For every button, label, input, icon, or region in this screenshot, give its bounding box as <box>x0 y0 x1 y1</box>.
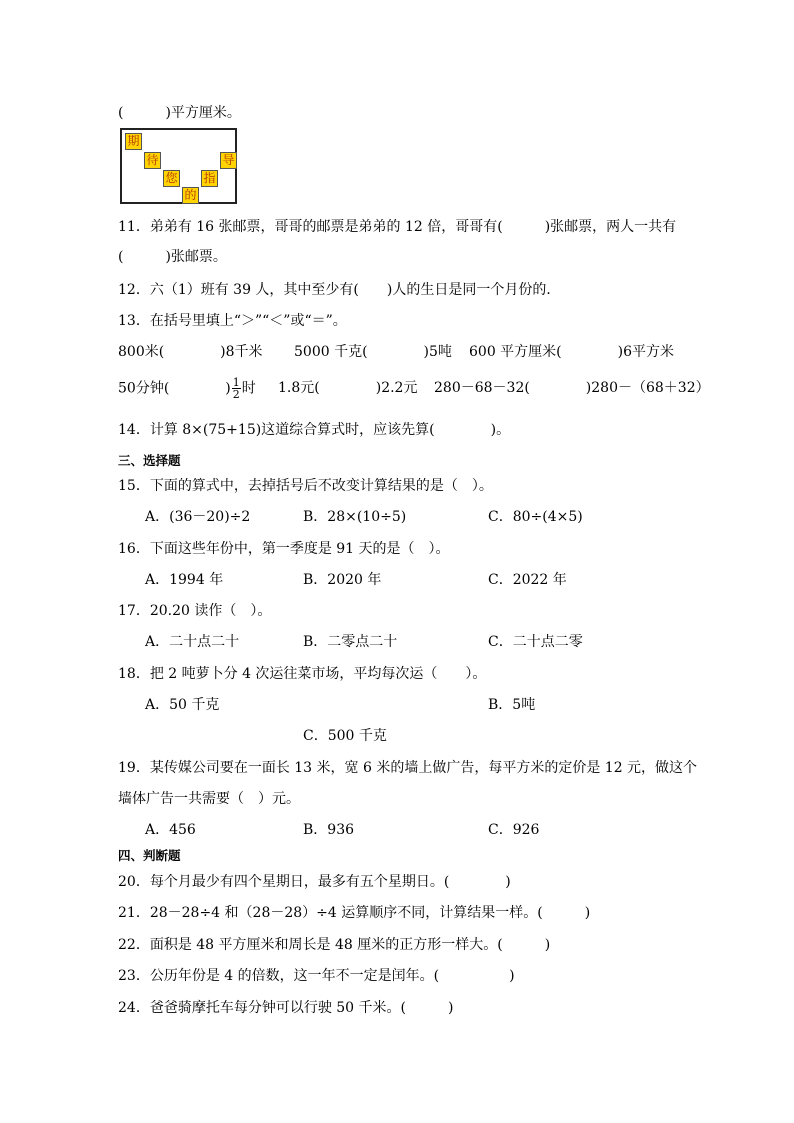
q21: 21．28－28÷4 和（28－28）÷4 运算顺序不同，计算结果一样。( ) <box>118 905 591 921</box>
q13-item: 280－68－32( )280－（68＋32） <box>434 380 710 396</box>
q13-item: 1.8元( )2.2元 <box>278 380 418 396</box>
figure-cell: 指 <box>201 170 218 187</box>
figure-cell: 您 <box>163 170 180 187</box>
q22: 22．面积是 48 平方厘米和周长是 48 厘米的正方形一样大。( ) <box>118 937 551 953</box>
q24: 24．爸爸骑摩托车每分钟可以行驶 50 千米。( ) <box>118 1000 454 1016</box>
q20: 20．每个月最少有四个星期日，最多有五个星期日。( ) <box>118 874 511 890</box>
word-puzzle-figure <box>120 128 237 204</box>
section-title: 四、判断题 <box>118 848 181 863</box>
option: A．50 千克 <box>145 697 220 713</box>
option: C．80÷(4×5) <box>488 509 583 525</box>
fraction-denominator: 2 <box>232 388 240 401</box>
q13-item: 600 平方厘米( )6平方米 <box>469 344 675 360</box>
option: B．28×(10÷5) <box>303 509 407 525</box>
q23: 23．公历年份是 4 的倍数，这一年不一定是闰年。( ) <box>118 968 515 984</box>
q16: 16．下面这些年份中，第一季度是 91 天的是（ ）。 <box>118 541 450 557</box>
q15: 15．下面的算式中，去掉括号后不改变计算结果的是（ ）。 <box>118 478 493 494</box>
q12: 12．六（1）班有 39 人，其中至少有( )人的生日是同一个月份的． <box>118 282 561 298</box>
option: B．5吨 <box>488 697 536 713</box>
option: B．936 <box>303 822 355 838</box>
q10-tail: ( )平方厘米。 <box>118 105 241 121</box>
option: A．(36－20)÷2 <box>145 509 251 525</box>
q19-line2: 墙体广告一共需要（ ）元。 <box>118 791 300 807</box>
section-title: 三、选择题 <box>118 453 181 468</box>
option: C．2022 年 <box>488 572 567 588</box>
q14: 14．计算 8×(75+15)这道综合算式时，应该先算( )。 <box>118 422 511 438</box>
option: C．500 千克 <box>303 728 387 744</box>
option: A．1994 年 <box>145 572 224 588</box>
q13-text: 50分钟( ) <box>118 380 231 397</box>
option: A．456 <box>145 822 196 838</box>
figure-cell: 期 <box>125 133 142 150</box>
figure-cell: 待 <box>144 152 161 169</box>
fraction <box>232 377 241 400</box>
option: B．二零点二十 <box>303 634 398 650</box>
option: A．二十点二十 <box>145 634 240 650</box>
q13-item: 800米( )8千米 <box>118 344 263 360</box>
fraction-numerator: 1 <box>232 376 240 389</box>
q11-line2: ( )张邮票。 <box>118 249 227 265</box>
q19-line1: 19．某传媒公司要在一面长 13 米，宽 6 米的墙上做广告，每平方米的定价是 12 元，做这个 <box>118 760 698 776</box>
q13-item: 5000 千克( )5吨 <box>294 344 452 360</box>
q13: 13．在括号里填上“＞”“＜”或“＝”。 <box>118 313 347 329</box>
q13-text: 时 <box>241 380 256 397</box>
figure-cell: 的 <box>182 187 199 204</box>
q17: 17．20.20 读作（ ）。 <box>118 603 272 619</box>
option: C．926 <box>488 822 540 838</box>
q11-line1: 11．弟弟有 16 张邮票，哥哥的邮票是弟弟的 12 倍，哥哥有( )张邮票，两人一共有 <box>118 219 677 235</box>
option: C．二十点二零 <box>488 634 583 650</box>
option: B．2020 年 <box>303 572 382 588</box>
figure-cell: 导 <box>220 152 237 169</box>
q18: 18．把 2 吨萝卜分 4 次运往菜市场，平均每次运（ ）。 <box>118 666 487 682</box>
q13-item-fraction <box>118 377 256 400</box>
